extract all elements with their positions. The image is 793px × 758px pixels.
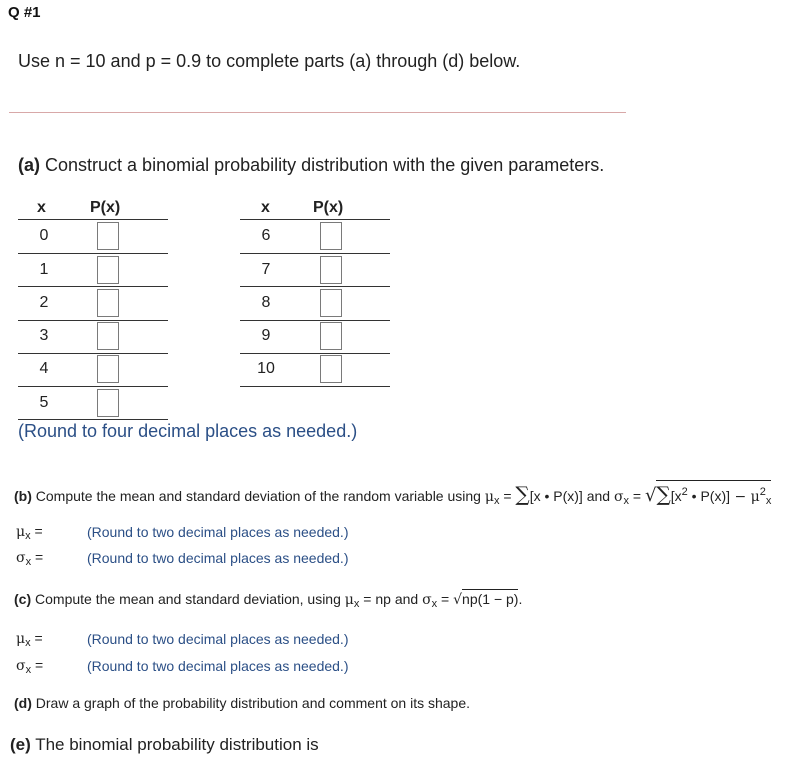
subscript-x: x [25,664,32,676]
x-value: 8 [261,294,271,311]
part-b-mean-round: (Round to two decimal places as needed.) [87,524,349,540]
part-b-label: (b) [14,488,32,504]
table-rule [240,286,390,287]
part-b-prompt [14,480,793,506]
equals-sign: = [34,523,43,539]
part-c-mean-row [16,630,43,647]
period: . [518,591,523,607]
mu-symbol: μ [16,631,26,647]
mean-formula-body: [x • P(x)] [529,488,583,504]
px-input-3[interactable] [97,322,119,350]
equals-sign: = [34,549,44,565]
px-input-9[interactable] [320,322,342,350]
px-input-8[interactable] [320,289,342,317]
part-d-label: (d) [14,695,32,711]
x-value: 5 [39,394,49,411]
mu-symbol: μ [16,524,26,540]
equals-sign: = [503,488,512,504]
part-c-sd-round: (Round to two decimal places as needed.) [87,658,349,674]
x-header-left: x [37,199,46,216]
x-value: 3 [39,327,49,344]
subscript-x: x [493,495,500,506]
px-input-7[interactable] [320,256,342,284]
and-word: and [586,488,611,504]
table-rule [18,320,168,321]
and-word: and [394,591,419,607]
px-input-0[interactable] [97,222,119,250]
px-input-2[interactable] [97,289,119,317]
px-header-left: P(x) [90,199,121,216]
table-rule [240,353,390,354]
question-number: Q #1 [8,4,41,21]
x-value: 10 [257,360,275,377]
sigma-symbol: σ [613,489,624,505]
sigma-symbol: σ [422,592,432,608]
subscript-x: x [623,495,630,506]
table-rule [18,253,168,254]
table-rule [240,320,390,321]
part-e-label: (e) [10,735,31,754]
table-rule [240,253,390,254]
part-e-prompt [10,735,319,755]
x-value: 0 [39,227,49,244]
square-root-icon: √ [453,592,463,608]
table-rule [18,219,168,220]
px-input-10[interactable] [320,355,342,383]
table-rule [240,386,390,387]
table-rule [240,219,390,220]
minus-mu: − μ [730,489,760,505]
part-b-sd-row [16,549,43,566]
mean-formula [484,482,587,506]
table-rule [18,419,168,420]
part-c-label: (c) [14,591,32,607]
mu-symbol: μ [344,592,354,608]
equals-sign: = [363,591,372,607]
subscript-x: x [431,598,438,610]
px-input-5[interactable] [97,389,119,417]
x-value: 7 [261,261,271,278]
mu-symbol: μ [484,489,494,505]
superscript-2: 2 [759,486,766,498]
part-b-text: Compute the mean and standard deviation of the random variable using [35,488,481,504]
equals-sign: = [441,591,450,607]
equals-sign: = [632,488,642,504]
table-rule [18,386,168,387]
part-c-text: Compute the mean and standard deviation, using [35,591,341,607]
part-e-text: The binomial probability distribution is [35,735,319,754]
part-d-text: Draw a graph of the probability distribution and comment on its shape. [35,695,471,711]
square-root-icon: √ [645,485,657,506]
part-c-mean-round: (Round to two decimal places as needed.) [87,631,349,647]
subscript-x: x [25,637,31,649]
superscript-2: 2 [681,486,688,498]
part-a-prompt [18,155,604,176]
round-four-note: (Round to four decimal places as needed.) [18,421,358,441]
x-value: 9 [261,327,271,344]
subscript-x: x [25,530,31,542]
sigma-symbol: σ [16,550,26,566]
sigma-sum-icon: ∑ [515,482,530,506]
px-input-6[interactable] [320,222,342,250]
px-header-right: P(x) [313,199,344,216]
px-input-1[interactable] [97,256,119,284]
part-c-prompt [14,589,522,608]
np-text: np [375,591,391,607]
table-rule [18,286,168,287]
table-rule [18,353,168,354]
equals-sign: = [34,657,44,673]
equals-sign: = [34,630,43,646]
part-a-text: Construct a binomial probability distribution with the given parameters. [45,155,605,175]
part-a-label: (a) [18,155,40,175]
subscript-x: x [353,598,360,610]
x-header-right: x [261,199,270,216]
sigma-sum-icon: ∑ [656,482,671,506]
sigma-symbol: σ [16,658,26,674]
subscript-x: x [765,495,772,506]
part-b-mean-row [16,523,43,540]
x-value: 1 [39,261,49,278]
subscript-x: x [25,556,32,568]
x-value: 4 [39,360,49,377]
radicand [656,480,771,506]
sd-body-left: [x [670,488,682,504]
part-b-sd-round: (Round to two decimal places as needed.) [87,550,349,566]
sd-formula [613,482,772,506]
part-c-sd-row [16,657,43,674]
intro-text: Use n = 10 and p = 0.9 to complete parts (a) through (d) below. [18,51,521,71]
px-input-4[interactable] [97,355,119,383]
x-value: 6 [261,227,271,244]
x-value: 2 [39,294,49,311]
sd-body-right: • P(x)] [687,488,731,504]
part-d-prompt [14,695,470,711]
radicand: np(1 − p) [462,591,519,607]
separator [9,112,626,113]
